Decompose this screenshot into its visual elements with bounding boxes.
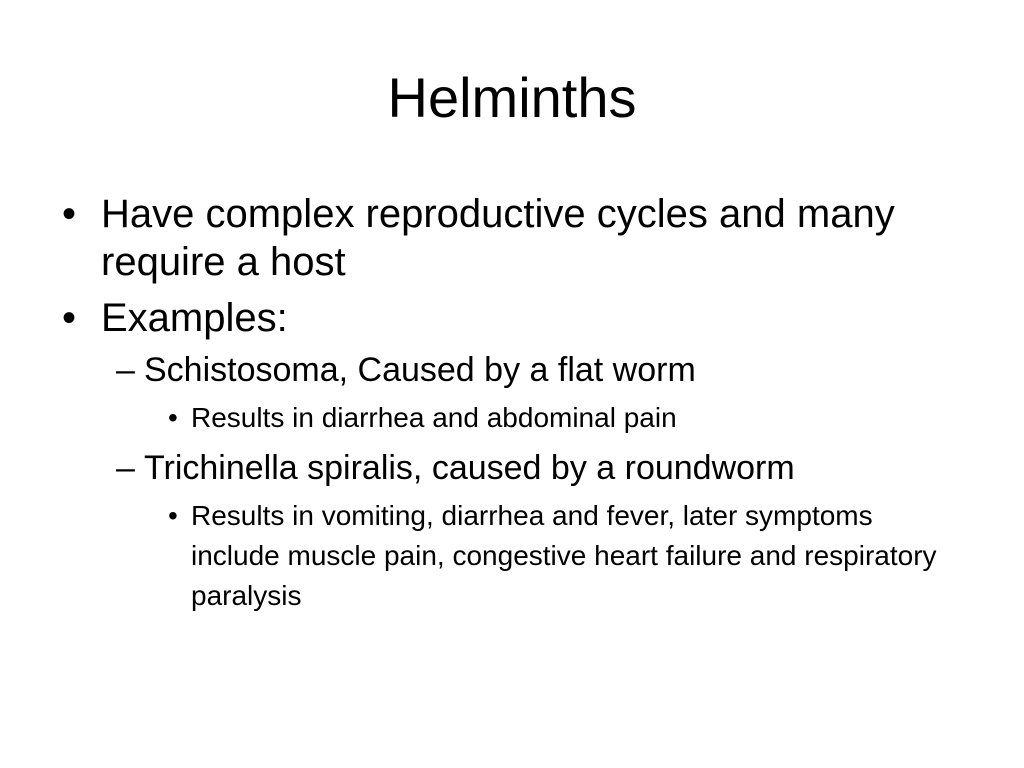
bullet-text: Have complex reproductive cycles and many require a host xyxy=(101,192,895,284)
bullet-level1 xyxy=(58,190,958,286)
bullet-text: Results in vomiting, diarrhea and fever, later symptoms include muscle pain, congestive heart failure and respiratory paralysis xyxy=(191,500,937,611)
bullet-text: Schistosoma, Caused by a flat worm xyxy=(144,351,696,389)
bullet-icon: • xyxy=(168,402,178,433)
bullet-text: Results in diarrhea and abdominal pain xyxy=(191,402,677,433)
bullet-text: Trichinella spiralis, caused by a roundworm xyxy=(144,449,795,487)
bullet-level3 xyxy=(58,496,958,616)
bullet-icon: • xyxy=(168,500,178,531)
bullet-icon: • xyxy=(62,192,77,236)
bullet-text: Examples: xyxy=(101,296,288,340)
bullet-level3 xyxy=(58,398,958,438)
dash-icon: – xyxy=(116,351,135,389)
bullet-icon: • xyxy=(62,296,77,340)
dash-icon: – xyxy=(116,449,135,487)
bullet-level2 xyxy=(58,350,958,390)
slide-content xyxy=(58,190,958,626)
bullet-level2 xyxy=(58,448,958,488)
slide-title: Helminths xyxy=(387,66,637,129)
bullet-level1 xyxy=(58,294,958,342)
